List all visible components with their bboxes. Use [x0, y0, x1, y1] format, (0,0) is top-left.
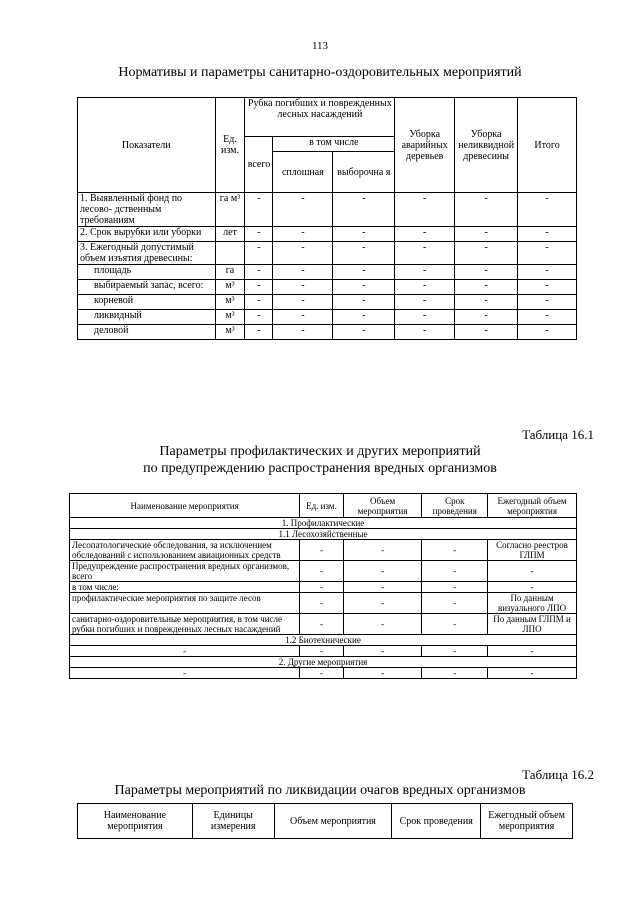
- cell-name: санитарно-оздоровительные мероприятия, в том числе рубки погибших и поврежденных лесных насаждений: [70, 614, 300, 635]
- preventive-measures-table: [69, 493, 577, 679]
- row-value: -: [273, 280, 333, 295]
- row-label: ликвидный: [78, 310, 216, 325]
- section-preventive: 1. Профилактические: [70, 518, 577, 529]
- row-value: -: [245, 193, 273, 227]
- row-value: -: [395, 227, 455, 242]
- header-unit: Ед. изм.: [300, 494, 343, 518]
- row-value: -: [455, 310, 518, 325]
- table-row: [70, 582, 577, 593]
- row-value: -: [333, 265, 395, 280]
- row-unit: га: [215, 265, 245, 280]
- row-unit: лет: [215, 227, 245, 242]
- row-value: -: [395, 265, 455, 280]
- row-value: -: [518, 295, 577, 310]
- cell-annual: По данным ГЛПМ и ЛПО: [488, 614, 577, 635]
- cell-volume: -: [343, 582, 422, 593]
- row-value: -: [395, 193, 455, 227]
- cell-term: -: [422, 668, 488, 679]
- cell-term: -: [422, 593, 488, 614]
- cell-volume: -: [343, 561, 422, 582]
- header-annual: Ежегодный объем мероприятия: [488, 494, 577, 518]
- table161-title: Параметры профилактических и других мероприятий по предупреждению распространения вредных организмов: [143, 444, 497, 476]
- row-unit: м³: [215, 295, 245, 310]
- row-label: выбираемый запас, всего:: [78, 280, 216, 295]
- row-value: -: [395, 295, 455, 310]
- table-row: [78, 227, 577, 242]
- cell-name: -: [70, 646, 300, 657]
- header-clear: сплошная: [273, 152, 333, 193]
- table1-title: Нормативы и параметры санитарно-оздоровительных мероприятий: [118, 65, 522, 80]
- header-unit: Единицы измерения: [192, 804, 274, 839]
- cell-name: Лесопатологические обследования, за исключением обследований с использованием авиационных средств: [70, 540, 300, 561]
- table-row: [70, 614, 577, 635]
- row-label: 3. Ежегодный допустимый объем изъятия древесины:: [78, 242, 216, 265]
- header-nonliquid: Уборка неликвидной древесины: [455, 98, 518, 193]
- row-value: -: [333, 242, 395, 265]
- row-value: -: [455, 295, 518, 310]
- cell-annual: По данным визуального ЛПО: [488, 593, 577, 614]
- section-biotechnical: 1.2 Биотехнические: [70, 635, 577, 646]
- cell-term: -: [422, 540, 488, 561]
- row-value: -: [518, 265, 577, 280]
- table-row: [78, 325, 577, 340]
- cell-volume: -: [343, 668, 422, 679]
- row-label: 1. Выявленный фонд по лесово- дственным требованиям: [78, 193, 216, 227]
- row-value: -: [333, 310, 395, 325]
- header-unit: Ед. изм.: [215, 98, 245, 193]
- cell-name: профилактические мероприятия по защите лесов: [70, 593, 300, 614]
- row-value: -: [245, 280, 273, 295]
- row-value: -: [395, 325, 455, 340]
- row-value: -: [273, 295, 333, 310]
- row-value: -: [518, 310, 577, 325]
- row-value: -: [273, 265, 333, 280]
- row-value: -: [518, 227, 577, 242]
- row-value: -: [395, 242, 455, 265]
- row-unit: м³: [215, 325, 245, 340]
- row-value: -: [333, 227, 395, 242]
- cell-unit: -: [300, 582, 343, 593]
- row-value: -: [455, 265, 518, 280]
- cell-name: -: [70, 668, 300, 679]
- row-label: корневой: [78, 295, 216, 310]
- row-unit: м³: [215, 310, 245, 325]
- header-volume: Объем мероприятия: [274, 804, 392, 839]
- cell-volume: -: [343, 614, 422, 635]
- cell-term: -: [422, 561, 488, 582]
- table-row: [70, 561, 577, 582]
- cell-annual: -: [488, 646, 577, 657]
- row-label: 2. Срок вырубки или уборки: [78, 227, 216, 242]
- table162-caption: Таблица 16.2: [522, 767, 594, 782]
- header-total-all: всего: [245, 137, 273, 193]
- table-row: [70, 540, 577, 561]
- table161-caption: Таблица 16.1: [522, 427, 594, 442]
- row-value: -: [455, 280, 518, 295]
- cell-volume: -: [343, 593, 422, 614]
- row-value: -: [395, 280, 455, 295]
- header-term: Срок проведения: [422, 494, 488, 518]
- table-row: [78, 193, 577, 227]
- header-measure-name: Наименование мероприятия: [78, 804, 193, 839]
- row-value: -: [333, 295, 395, 310]
- cell-term: -: [422, 646, 488, 657]
- cell-unit: -: [300, 593, 343, 614]
- cell-unit: -: [300, 561, 343, 582]
- table-row: [70, 593, 577, 614]
- row-value: -: [245, 295, 273, 310]
- header-selective: выборочна я: [333, 152, 395, 193]
- header-volume: Объем мероприятия: [343, 494, 422, 518]
- header-measure-name: Наименование мероприятия: [70, 494, 300, 518]
- row-value: -: [518, 193, 577, 227]
- row-value: -: [333, 325, 395, 340]
- row-value: -: [333, 193, 395, 227]
- row-value: -: [273, 242, 333, 265]
- row-value: -: [518, 325, 577, 340]
- row-value: -: [273, 193, 333, 227]
- row-value: -: [245, 242, 273, 265]
- cell-volume: -: [343, 540, 422, 561]
- header-total: Итого: [518, 98, 577, 193]
- row-unit: га м³: [215, 193, 245, 227]
- row-value: -: [245, 227, 273, 242]
- section-silvicultural: 1.1 Лесохозяйственные: [70, 529, 577, 540]
- row-value: -: [273, 227, 333, 242]
- table-row: [78, 280, 577, 295]
- header-felling: Рубка погибших и поврежденных лесных насаждений: [245, 98, 395, 137]
- cell-name: Предупреждение распространения вредных организмов, всего: [70, 561, 300, 582]
- page-number: 113: [311, 40, 329, 52]
- row-value: -: [455, 325, 518, 340]
- header-term: Срок проведения: [392, 804, 481, 839]
- cell-annual: Согласно реестров ГЛПМ: [488, 540, 577, 561]
- cell-unit: -: [300, 668, 343, 679]
- row-label: деловой: [78, 325, 216, 340]
- row-value: -: [245, 310, 273, 325]
- table-row: [78, 310, 577, 325]
- row-value: -: [273, 325, 333, 340]
- cell-term: -: [422, 614, 488, 635]
- table162-title: Параметры мероприятий по ликвидации очагов вредных организмов: [114, 783, 526, 798]
- cell-unit: -: [300, 614, 343, 635]
- cell-volume: -: [343, 646, 422, 657]
- row-unit: [215, 242, 245, 265]
- row-value: -: [333, 280, 395, 295]
- cell-unit: -: [300, 646, 343, 657]
- header-including: в том числе: [273, 137, 395, 152]
- row-value: -: [395, 310, 455, 325]
- row-value: -: [455, 193, 518, 227]
- row-value: -: [245, 265, 273, 280]
- cell-term: -: [422, 582, 488, 593]
- header-indicators: Показатели: [78, 98, 216, 193]
- row-label: площадь: [78, 265, 216, 280]
- header-annual: Ежегодный объем мероприятия: [481, 804, 573, 839]
- table-row: [78, 242, 577, 265]
- row-unit: м³: [215, 280, 245, 295]
- header-emergency: Уборка аварийных деревьев: [395, 98, 455, 193]
- sanitary-measures-table: [77, 97, 577, 340]
- cell-annual: -: [488, 582, 577, 593]
- section-other: 2. Другие мероприятия: [70, 657, 577, 668]
- cell-annual: -: [488, 561, 577, 582]
- cell-annual: -: [488, 668, 577, 679]
- row-value: -: [518, 242, 577, 265]
- pest-elimination-table: [77, 803, 573, 839]
- row-value: -: [455, 242, 518, 265]
- row-value: -: [245, 325, 273, 340]
- cell-name: в том числе:: [70, 582, 300, 593]
- table-row: [78, 295, 577, 310]
- row-value: -: [518, 280, 577, 295]
- row-value: -: [455, 227, 518, 242]
- table-row: [78, 265, 577, 280]
- cell-unit: -: [300, 540, 343, 561]
- row-value: -: [273, 310, 333, 325]
